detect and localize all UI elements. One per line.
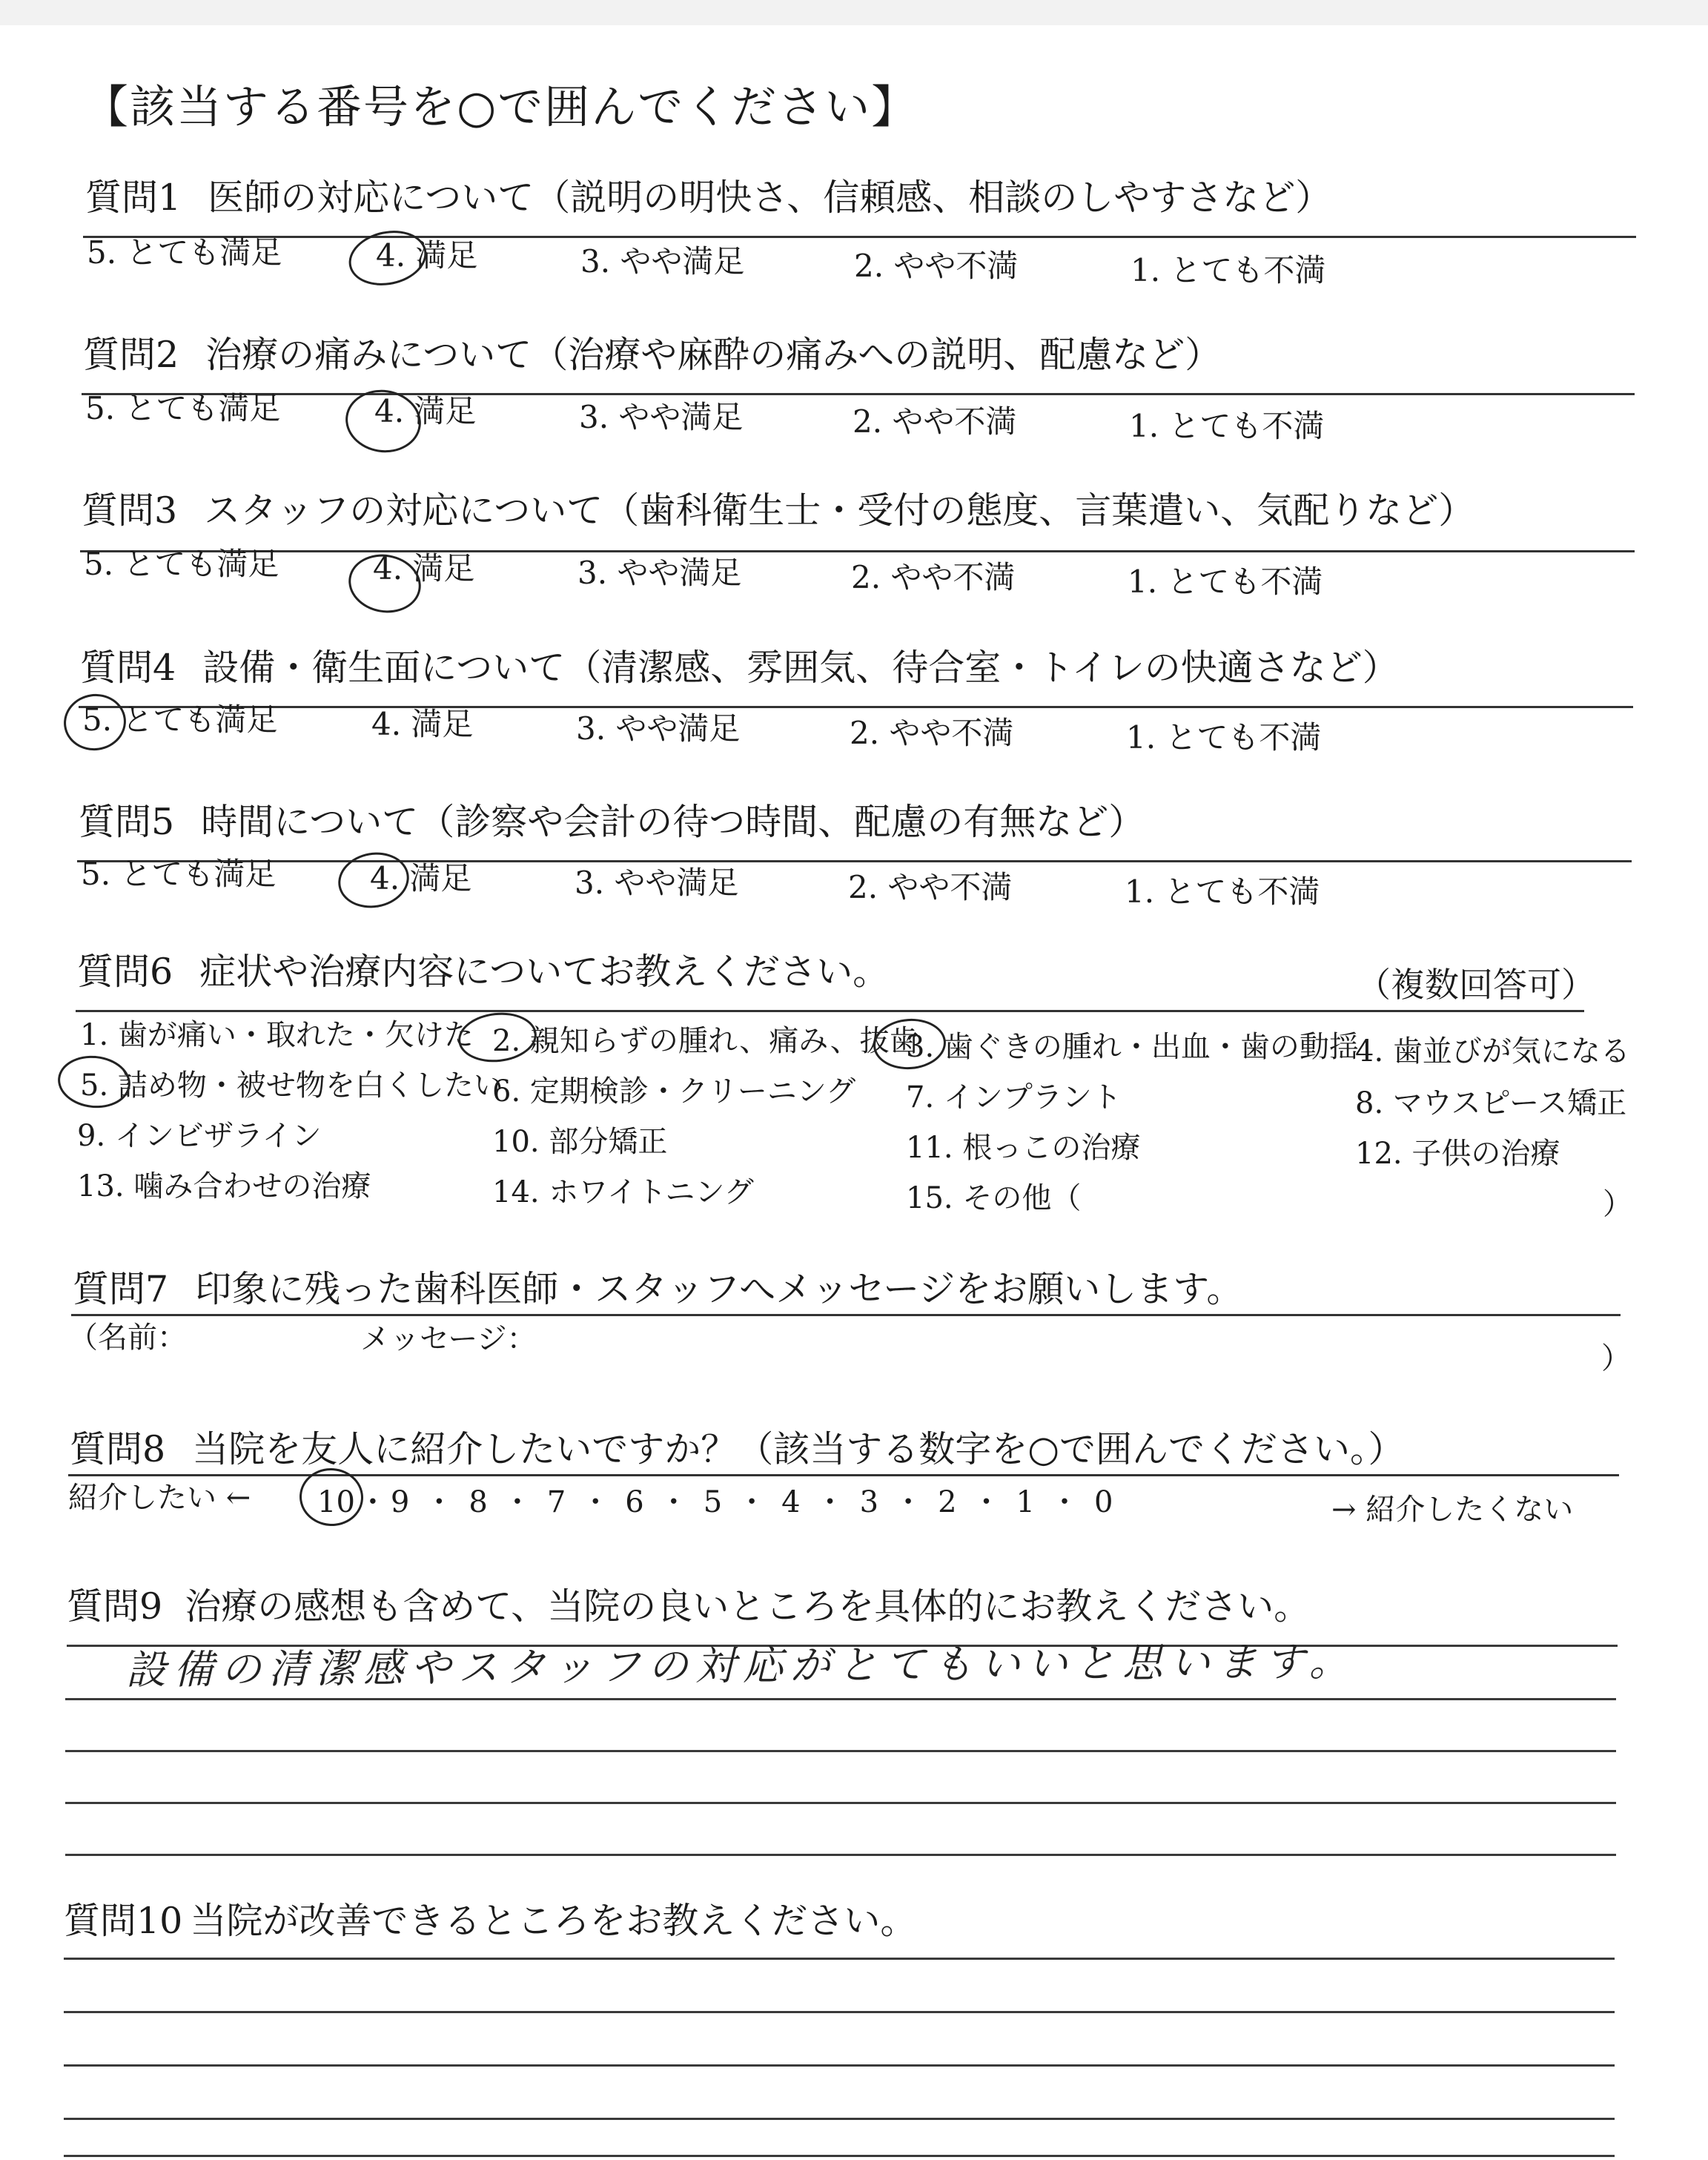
question-text: スタッフの対応について（歯科衛生士・受付の態度、言葉遣い、気配りなど）: [204, 489, 1475, 532]
option-3[interactable]: 3. やや満足: [576, 710, 741, 747]
answer-line: [64, 2064, 1615, 2067]
question-8-heading: [70, 1421, 1404, 1473]
scale-value-1[interactable]: 1: [1016, 1485, 1035, 1519]
symptom-option[interactable]: 7. インプラント: [906, 1080, 1122, 1114]
symptom-option[interactable]: 14. ホワイトニング: [492, 1175, 754, 1209]
page-title: 【該当する番号を○で囲んでください】: [83, 81, 918, 133]
scale-dot: ・: [815, 1485, 845, 1519]
question-text: 治療の感想も含めて、当院の良いところを具体的にお教えください。: [185, 1585, 1311, 1628]
symptom-option[interactable]: 6. 定期検診・クリーニング: [492, 1074, 856, 1109]
recommend-left-label: 紹介したい ←: [68, 1481, 251, 1515]
option-4[interactable]: 4. 満足: [376, 237, 478, 274]
option-1[interactable]: 1. とても不満: [1131, 252, 1326, 288]
scale-dot: ・: [424, 1485, 454, 1519]
option-5[interactable]: 5. とても満足: [85, 390, 281, 426]
option-5[interactable]: 5. とても満足: [87, 234, 282, 271]
multiple-answers-note: （複数回答可）: [1357, 965, 1595, 1005]
question-label: 質問5: [79, 801, 175, 843]
question-1-heading: [85, 169, 1331, 221]
question-label: 質問1: [85, 176, 182, 219]
scale-value-10[interactable]: 10: [317, 1485, 355, 1519]
option-4[interactable]: 4. 満足: [371, 706, 474, 742]
question-9-heading: [67, 1578, 1310, 1630]
question-label: 質問9: [67, 1585, 163, 1628]
option-5[interactable]: 5. とても満足: [81, 856, 277, 892]
question-3-rule: [80, 550, 1635, 552]
option-4[interactable]: 4. 満足: [374, 393, 477, 429]
question-text: 設備・衛生面について（清潔感、雰囲気、待合室・トイレの快適さなど）: [202, 647, 1399, 689]
question-2-heading: [83, 326, 1221, 378]
scale-dot: ・: [658, 1485, 689, 1519]
question-text: 印象に残った歯科医師・スタッフへメッセージをお願いします。: [195, 1268, 1243, 1310]
answer-line: [64, 2011, 1615, 2013]
answer-line: [64, 1958, 1615, 1960]
symptom-option[interactable]: 13. 噛み合わせの治療: [77, 1169, 371, 1203]
question-text: 治療の痛みについて（治療や麻酔の痛みへの説明、配慮など）: [205, 334, 1222, 376]
handwritten-answer[interactable]: 設備の清潔感やスタッフの対応がとてもいいと思います。: [125, 1638, 1357, 1694]
option-2[interactable]: 2. やや不満: [854, 248, 1019, 284]
question-4-rule: [79, 706, 1633, 708]
question-label: 質問7: [73, 1268, 169, 1310]
symptom-option[interactable]: 5. 詰め物・被せ物を白くしたい: [80, 1069, 503, 1103]
question-text: 時間について（診察や会計の待つ時間、配慮の有無など）: [201, 801, 1145, 843]
question-2-rule: [82, 393, 1635, 395]
scale-value-0[interactable]: 0: [1093, 1485, 1113, 1519]
scale-dot: ・: [971, 1485, 1002, 1519]
question-5-heading: [79, 793, 1145, 845]
scale-value-8[interactable]: 8: [469, 1485, 488, 1519]
answer-line: [65, 1750, 1616, 1752]
question-1-rule: [83, 236, 1636, 238]
symptom-option[interactable]: 1. 歯が痛い・取れた・欠けた: [80, 1018, 474, 1052]
question-7-heading: [73, 1261, 1242, 1312]
recommend-right-label: → 紹介したくない: [1331, 1493, 1574, 1527]
scale-value-3[interactable]: 3: [859, 1485, 879, 1519]
option-2[interactable]: 2. やや不満: [850, 715, 1014, 751]
question-label: 質問10: [64, 1900, 183, 1942]
scale-value-2[interactable]: 2: [938, 1485, 957, 1519]
symptom-option[interactable]: 15. その他（: [906, 1181, 1082, 1215]
option-4[interactable]: 4. 満足: [370, 860, 472, 896]
answer-line: [65, 1802, 1616, 1804]
question-label: 質問6: [77, 951, 173, 993]
option-2[interactable]: 2. やや不満: [851, 559, 1016, 595]
scale-value-9[interactable]: 9: [390, 1485, 410, 1519]
recommend-scale: [317, 1479, 1113, 1521]
scale-value-6[interactable]: 6: [625, 1485, 644, 1519]
scan-top-edge: [0, 0, 1708, 25]
scale-dot: ・: [893, 1485, 924, 1519]
scale-dot: ・: [502, 1485, 532, 1519]
answer-line: [65, 1698, 1616, 1700]
option-2[interactable]: 2. やや不満: [848, 869, 1013, 905]
name-label: （名前：: [68, 1321, 187, 1355]
other-closing-paren: ）: [1603, 1187, 1632, 1221]
question-7-rule: [71, 1314, 1621, 1316]
answer-line: [65, 1854, 1616, 1856]
question-3-heading: [82, 482, 1474, 534]
scale-value-5[interactable]: 5: [703, 1485, 723, 1519]
question-label: 質問3: [82, 489, 178, 532]
answer-line: [64, 2118, 1615, 2120]
question-label: 質問8: [70, 1428, 166, 1470]
scale-dot: ・: [357, 1485, 388, 1519]
scale-dot: ・: [1049, 1485, 1079, 1519]
option-3[interactable]: 3. やや満足: [580, 243, 745, 280]
question-8-rule: [68, 1474, 1619, 1476]
option-3[interactable]: 3. やや満足: [575, 865, 739, 901]
option-5[interactable]: 5. とても満足: [82, 701, 278, 738]
scale-dot: ・: [580, 1485, 611, 1519]
scale-dot: ・: [737, 1485, 767, 1519]
symptom-option[interactable]: 11. 根っこの治療: [906, 1131, 1141, 1165]
question-6-heading: [77, 943, 889, 995]
option-5[interactable]: 5. とても満足: [84, 546, 279, 582]
symptom-option[interactable]: 4. 歯並びが気になる: [1355, 1034, 1630, 1069]
option-2[interactable]: 2. やや不満: [853, 403, 1017, 440]
question-label: 質問4: [80, 647, 176, 689]
symptom-option[interactable]: 9. インビザライン: [77, 1119, 322, 1153]
question-10-heading: [64, 1892, 916, 1944]
question-text: 当院を友人に紹介したいですか？（該当する数字を○で囲んでください。）: [192, 1428, 1405, 1470]
symptom-option[interactable]: 8. マウスピース矯正: [1355, 1086, 1627, 1120]
option-4[interactable]: 4. 満足: [373, 550, 475, 587]
option-1[interactable]: 1. とても不満: [1128, 564, 1323, 600]
scale-value-7[interactable]: 7: [546, 1485, 566, 1519]
question-4-heading: [80, 639, 1399, 691]
question-text: 医師の対応について（説明の明快さ、信頼感、相談のしやすさなど）: [208, 176, 1332, 219]
question-text: 当院が改善できるところをお教えください。: [190, 1900, 917, 1942]
answer-line: [64, 2155, 1615, 2157]
option-1[interactable]: 1. とても不満: [1125, 873, 1320, 910]
option-3[interactable]: 3. やや満足: [579, 399, 744, 435]
question-label: 質問2: [83, 334, 179, 376]
option-3[interactable]: 3. やや満足: [577, 555, 742, 591]
scale-value-4[interactable]: 4: [781, 1485, 801, 1519]
option-1[interactable]: 1. とても不満: [1129, 408, 1325, 444]
symptom-option[interactable]: 12. 子供の治療: [1355, 1137, 1560, 1171]
symptom-option[interactable]: 10. 部分矯正: [492, 1125, 668, 1159]
message-label: メッセージ：: [360, 1322, 537, 1356]
symptom-option[interactable]: 2. 親知らずの腫れ、痛み、抜歯: [492, 1024, 919, 1058]
question-5-rule: [77, 860, 1632, 862]
option-1[interactable]: 1. とても不満: [1126, 719, 1322, 756]
question-text: 症状や治療内容についてお教えください。: [199, 951, 890, 993]
message-closing-paren: ）: [1601, 1341, 1631, 1375]
symptom-option[interactable]: 3. 歯ぐきの腫れ・出血・歯の動揺: [906, 1030, 1359, 1064]
